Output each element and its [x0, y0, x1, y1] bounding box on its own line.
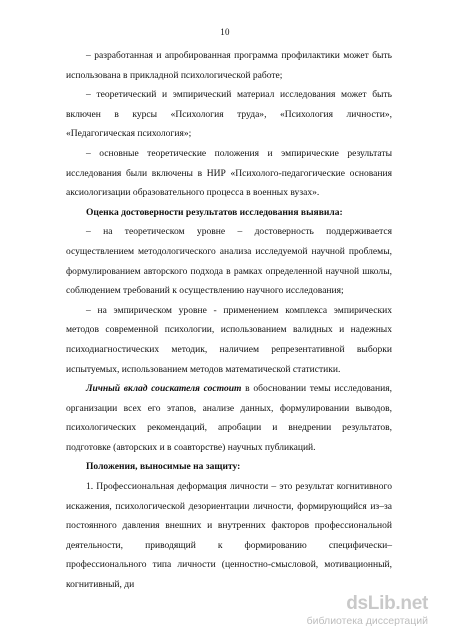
- watermark-logo-prefix: dsLib: [346, 593, 396, 614]
- paragraph: [66, 222, 392, 300]
- paragraph: [66, 85, 392, 144]
- paragraph: [66, 477, 392, 595]
- paragraph-text: – на эмпирическом уровне - применением комплекса эмпирических методов современной психологии, использованием валидных и надежных психодиагностических методик, наличием репрезентативной выборки испытуемых, использованием методов математической статистики.: [66, 304, 392, 375]
- paragraph: [66, 457, 392, 477]
- watermark-logo: [346, 593, 428, 615]
- paragraph-text: – на теоретическом уровне – достоверность поддерживается осуществлением методологического анализа исследуемой научной проблемы, формулированием авторского подхода в рамках определенной научной школы, соблюдением требований к осуществлению научного исследования;: [66, 226, 392, 297]
- paragraph-text: в обосновании темы исследования, организации всех его этапов, анализе данных, формулировании выводов, психологических рекомендаций, апробации и внедрении результатов, подготовке (авторских и в соавторстве) научных публикаций.: [66, 383, 392, 453]
- watermark: [286, 593, 436, 629]
- paragraph-emphasis: Личный вклад соискателя состоит: [86, 383, 242, 395]
- watermark-logo-suffix: .net: [395, 593, 428, 614]
- paragraph-text: – разработанная и апробированная программа профилактики может быть использована в прикладной психологической работе;: [66, 50, 392, 81]
- paragraph-emphasis: Положения, выносимые на защиту:: [86, 461, 241, 473]
- paragraph: [66, 144, 392, 203]
- paragraph-text: – основные теоретические положения и эмпирические результаты исследования были включены в НИР «Психолого-педагогические основания аксиологизации образовательного процесса в военных вузах».: [66, 147, 392, 199]
- document-body: [66, 46, 392, 595]
- watermark-caption: библиотека диссертаций: [306, 615, 428, 627]
- paragraph: [66, 203, 392, 223]
- paragraph-text: – теоретический и эмпирический материал исследования может быть включен в курсы «Психология труда», «Психология личности», «Педагогическая психология»;: [66, 89, 392, 140]
- paragraph-emphasis: Оценка достоверности результатов исследования выявила:: [86, 206, 343, 218]
- page-number: 10: [220, 27, 230, 37]
- paragraph-text: 1. Профессиональная деформация личности – это результат когнитивного искажения, психологической дезориентации личности, формирующийся из–за постоянного давления внешних и внутренних факторов профессиональной деятельности, приводящий к формированию специфически–профессионального типа личности (ценностно-смысловой, мотивационный, когнитивный, ди: [66, 481, 392, 591]
- paragraph: [66, 46, 392, 85]
- paragraph: [66, 379, 392, 457]
- paragraph: [66, 301, 392, 379]
